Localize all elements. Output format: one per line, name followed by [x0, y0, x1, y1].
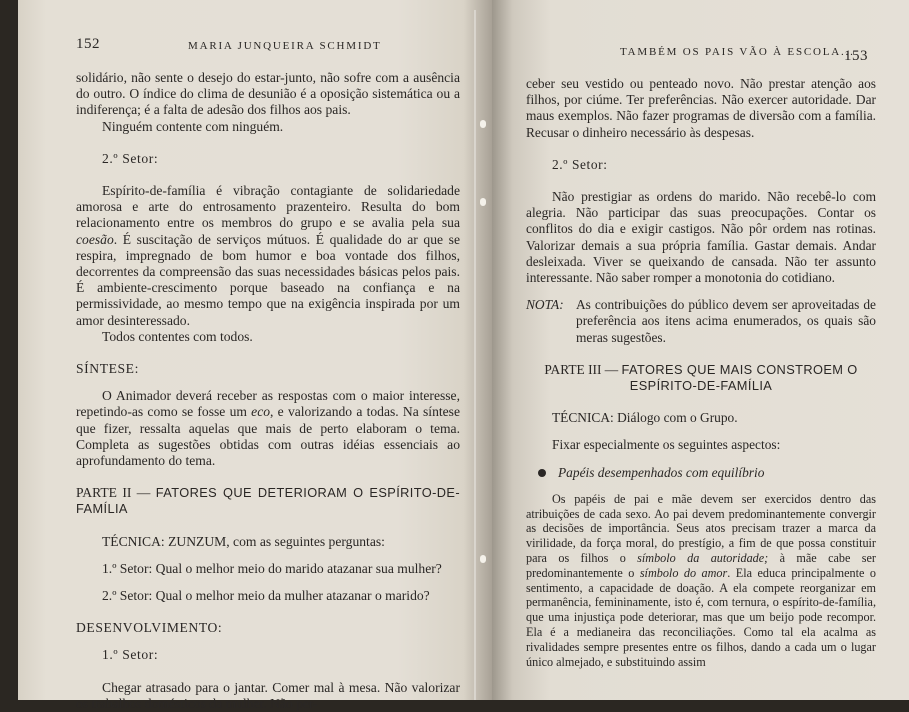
technique-line: TÉCNICA: Diálogo com o Grupo.	[552, 410, 738, 426]
binding-stitch	[480, 120, 486, 128]
running-head: TAMBÉM OS PAIS VÃO À ESCOLA...	[620, 46, 855, 58]
bullet-item	[526, 465, 876, 481]
section-heading: 2.º Setor:	[102, 150, 159, 166]
left-page-body	[76, 70, 460, 712]
paragraph: Os papéis de pai e mãe devem ser exercidos dentro das atribuições de cada sexo. Ao pai devem predominantemente convergir as decisões de importância. Seus atos precisam trazer a marca da virilidade, da força moral, do prestígio, a fim de que possa constituir para os filhos o símbolo da autoridade; à mãe cabe ser predominantemente o símbolo do amor. Ela educa principalmente o sentimento, a capacidade de doação. A ela compete reorganizar em permanência, femininamente, isto é, com ternura, o espírito-de-família, que uma injustiça pode deteriorar, mas que um beijo pode recompor. Ela é a medianeira das reconciliações. Como tal ela acalma as rivalidades sempre presentes entre os filhos, dando a cada um o lugar único almejado, e substituindo assim	[526, 491, 876, 669]
right-page-body	[526, 76, 876, 669]
page-number: 153	[844, 48, 868, 64]
section-heading: 2.º Setor:	[552, 156, 608, 172]
section-heading: DESENVOLVIMENTO:	[76, 620, 223, 636]
page-number: 152	[76, 36, 100, 52]
aspects-intro: Fixar especialmente os seguintes aspectos:	[552, 437, 781, 453]
paragraph: Chegar atrasado para o jantar. Comer mal à mesa. Não valorizar os trabalhos domésticos da mulher. Não per-	[76, 679, 460, 711]
paragraph: ceber seu vestido ou penteado novo. Não prestar atenção aos filhos, por ciúme. Ter preferências. Não exercer autoridade. Dar maus exemplos. Não fazer programas de diversão com a família. Recusar o dinheiro necessário às despesas.	[526, 76, 876, 140]
paragraph: solidário, não sente o desejo do estar-junto, não sofre com a ausência do outro. O índice do clima de desunião é a oposição sistemática ou a indiferença; é a falta de adesão dos filhos aos pais.	[76, 70, 460, 118]
bullet-icon	[538, 469, 546, 477]
paragraph: O Animador deverá receber as respostas com o maior interesse, repetindo-as como se fosse um eco, e valorizando a todas. Na síntese que fizer, ressalta aquelas que mais de perto elaboram o tema. Completa as sugestões obtidas com outras idéias essenciais ao aprofundamento do tema.	[76, 388, 460, 469]
technique-line: TÉCNICA: ZUNZUM, com as seguintes perguntas:	[102, 533, 385, 549]
summary-line: Todos contentes com todos.	[102, 328, 253, 344]
right-page	[492, 0, 909, 700]
question-2: 2.º Setor: Qual o melhor meio da mulher atazanar o marido?	[102, 588, 430, 604]
summary-line: Ninguém contente com ninguém.	[102, 118, 284, 134]
section-heading: 1.º Setor:	[102, 647, 159, 663]
part-heading: PARTE III — FATORES QUE MAIS CONSTROEM O ESPÍRITO-DE-FAMÍLIA	[544, 361, 858, 394]
part-heading: PARTE II — FATORES QUE DETERIORAM O ESPÍRITO-DE-FAMÍLIA	[76, 485, 460, 517]
note	[526, 297, 876, 346]
note-text: As contribuições do público devem ser aproveitadas de preferência aos itens acima enumerados, os quais são meras sugestões.	[576, 297, 876, 345]
paragraph: Não prestigiar as ordens do marido. Não recebê-lo com alegria. Não participar das suas preocupações. Contar os conflitos do dia e exigir castigos. Não pôr ordem nas rotinas. Valorizar demais a sua própria família. Gastar demais. Andar desleixada. Viver se queixando de cansada. Não ter assunto interessante. Não saber romper a monotonia do cotidiano.	[526, 189, 876, 286]
left-page	[18, 0, 492, 711]
binding-stitch	[480, 555, 486, 563]
paragraph: Espírito-de-família é vibração contagiante de solidariedade amorosa e arte do entrosamento prazenteiro. Resulta do bom relacionamento entre os membros do grupo e se avalia pela sua coesão. É suscitação de serviços mútuos. É qualidade do ar que se respira, impregnado de bom humor e boa vontade dos filhos, decorrentes da compreensão das suas necessidades básicas pelos pais. É ambiente-crescimento porque baseado na confiança e na permissividade, ao mesmo tempo que na exigência inspirada por um amor desinteressado.	[76, 183, 460, 328]
section-heading: SÍNTESE:	[76, 361, 139, 377]
question-1: 1.º Setor: Qual o melhor meio do marido atazanar sua mulher?	[102, 560, 442, 576]
binding-stitch	[480, 198, 486, 206]
running-head: MARIA JUNQUEIRA SCHMIDT	[188, 40, 382, 52]
note-label: NOTA:	[526, 297, 564, 313]
bullet-text: Papéis desempenhados com equilíbrio	[558, 464, 765, 480]
binding-thread	[474, 10, 476, 700]
